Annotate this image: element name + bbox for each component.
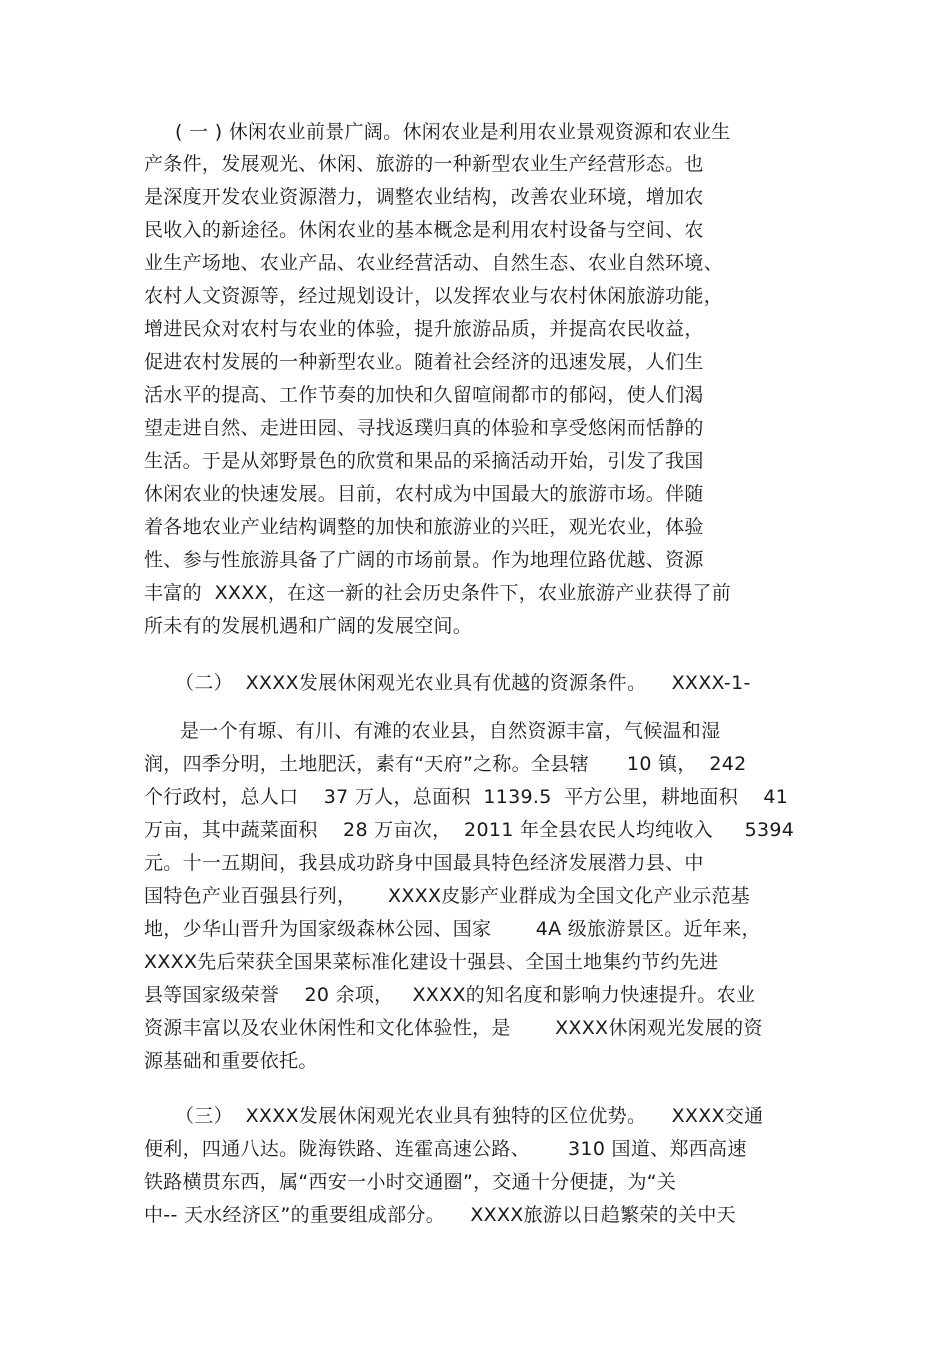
text-line: 是一个有塬、有川、有滩的农业县，自然资源丰富，气候温和湿 xyxy=(180,720,721,742)
text-line: 产条件，发展观光、休闲、旅游的一种新型农业生产经营形态。也 xyxy=(144,153,704,175)
text-line: （三） XXXX发展休闲观光农业具有独特的区位优势。 XXXX交通 xyxy=(175,1105,764,1127)
text-line: 地，少华山晋升为国家级森林公园、国家 4A 级旅游景区。近年来， xyxy=(144,918,761,940)
text-line: 元。十一五期间，我县成功跻身中国最具特色经济发展潜力县、中 xyxy=(144,852,704,874)
text-line: 丰富的 XXXX，在这一新的社会历史条件下，农业旅游产业获得了前 xyxy=(144,582,732,604)
text-line: 生活。于是从郊野景色的欣赏和果品的采摘活动开始，引发了我国 xyxy=(144,450,704,472)
text-line: 国特色产业百强县行列， XXXX皮影产业群成为全国文化产业示范基 xyxy=(144,885,751,907)
text-line: 所未有的发展机遇和广阔的发展空间。 xyxy=(144,615,473,637)
text-line: 民收入的新途径。休闲农业的基本概念是利用农村设备与空间、农 xyxy=(144,219,704,241)
text-line: 性、参与性旅游具备了广阔的市场前景。作为地理位路优越、资源 xyxy=(144,549,704,571)
text-line: 休闲农业的快速发展。目前，农村成为中国最大的旅游市场。伴随 xyxy=(144,483,704,505)
text-line: XXXX先后荣获全国果菜标准化建设十强县、全国土地集约节约先进 xyxy=(144,951,719,973)
text-line: 资源丰富以及农业休闲性和文化体验性，是 XXXX休闲观光发展的资 xyxy=(144,1017,763,1039)
text-line: ( 一 ) 休闲农业前景广阔。休闲农业是利用农业景观资源和农业生 xyxy=(175,121,731,143)
text-line: 是深度开发农业资源潜力，调整农业结构，改善农业环境，增加农 xyxy=(144,186,704,208)
text-line: （二） XXXX发展休闲观光农业具有优越的资源条件。 XXXX-1- xyxy=(175,672,751,694)
text-line: 铁路横贯东西，属“西安一小时交通圈”，交通十分便捷，为“关 xyxy=(144,1171,677,1193)
text-line: 个行政村，总人口 37 万人，总面积 1139.5 平方公里，耕地面积 41 xyxy=(144,786,789,808)
text-line: 望走进自然、走进田园、寻找返璞归真的体验和享受悠闲而恬静的 xyxy=(144,417,704,439)
text-line: 增进民众对农村与农业的体验，提升旅游品质，并提高农民收益， xyxy=(144,318,704,340)
text-line: 便利，四通八达。陇海铁路、连霍高速公路、 310 国道、郑西高速 xyxy=(144,1138,747,1160)
text-line: 润，四季分明，土地肥沃，素有“天府”之称。全县辖 10 镇， 242 xyxy=(144,753,747,775)
text-line: 活水平的提高、工作节奏的加快和久留喧闹都市的郁闷，使人们渴 xyxy=(144,384,704,406)
text-line: 源基础和重要依托。 xyxy=(144,1050,318,1072)
text-line: 万亩，其中蔬菜面积 28 万亩次， 2011 年全县农民人均纯收入 5394 xyxy=(144,819,795,841)
text-line: 农村人文资源等，经过规划设计，以发挥农业与农村休闲旅游功能， xyxy=(144,285,724,307)
text-line: 业生产场地、农业产品、农业经营活动、自然生态、农业自然环境、 xyxy=(144,252,724,274)
text-line: 县等国家级荣誉 20 余项， XXXX的知名度和影响力快速提升。农业 xyxy=(144,984,756,1006)
text-line: 着各地农业产业结构调整的加快和旅游业的兴旺，观光农业，体验 xyxy=(144,516,704,538)
text-line: 中-- 天水经济区”的重要组成部分。 XXXX旅游以日趋繁荣的关中天 xyxy=(144,1204,736,1226)
text-line: 促进农村发展的一种新型农业。随着社会经济的迅速发展，人们生 xyxy=(144,351,704,373)
